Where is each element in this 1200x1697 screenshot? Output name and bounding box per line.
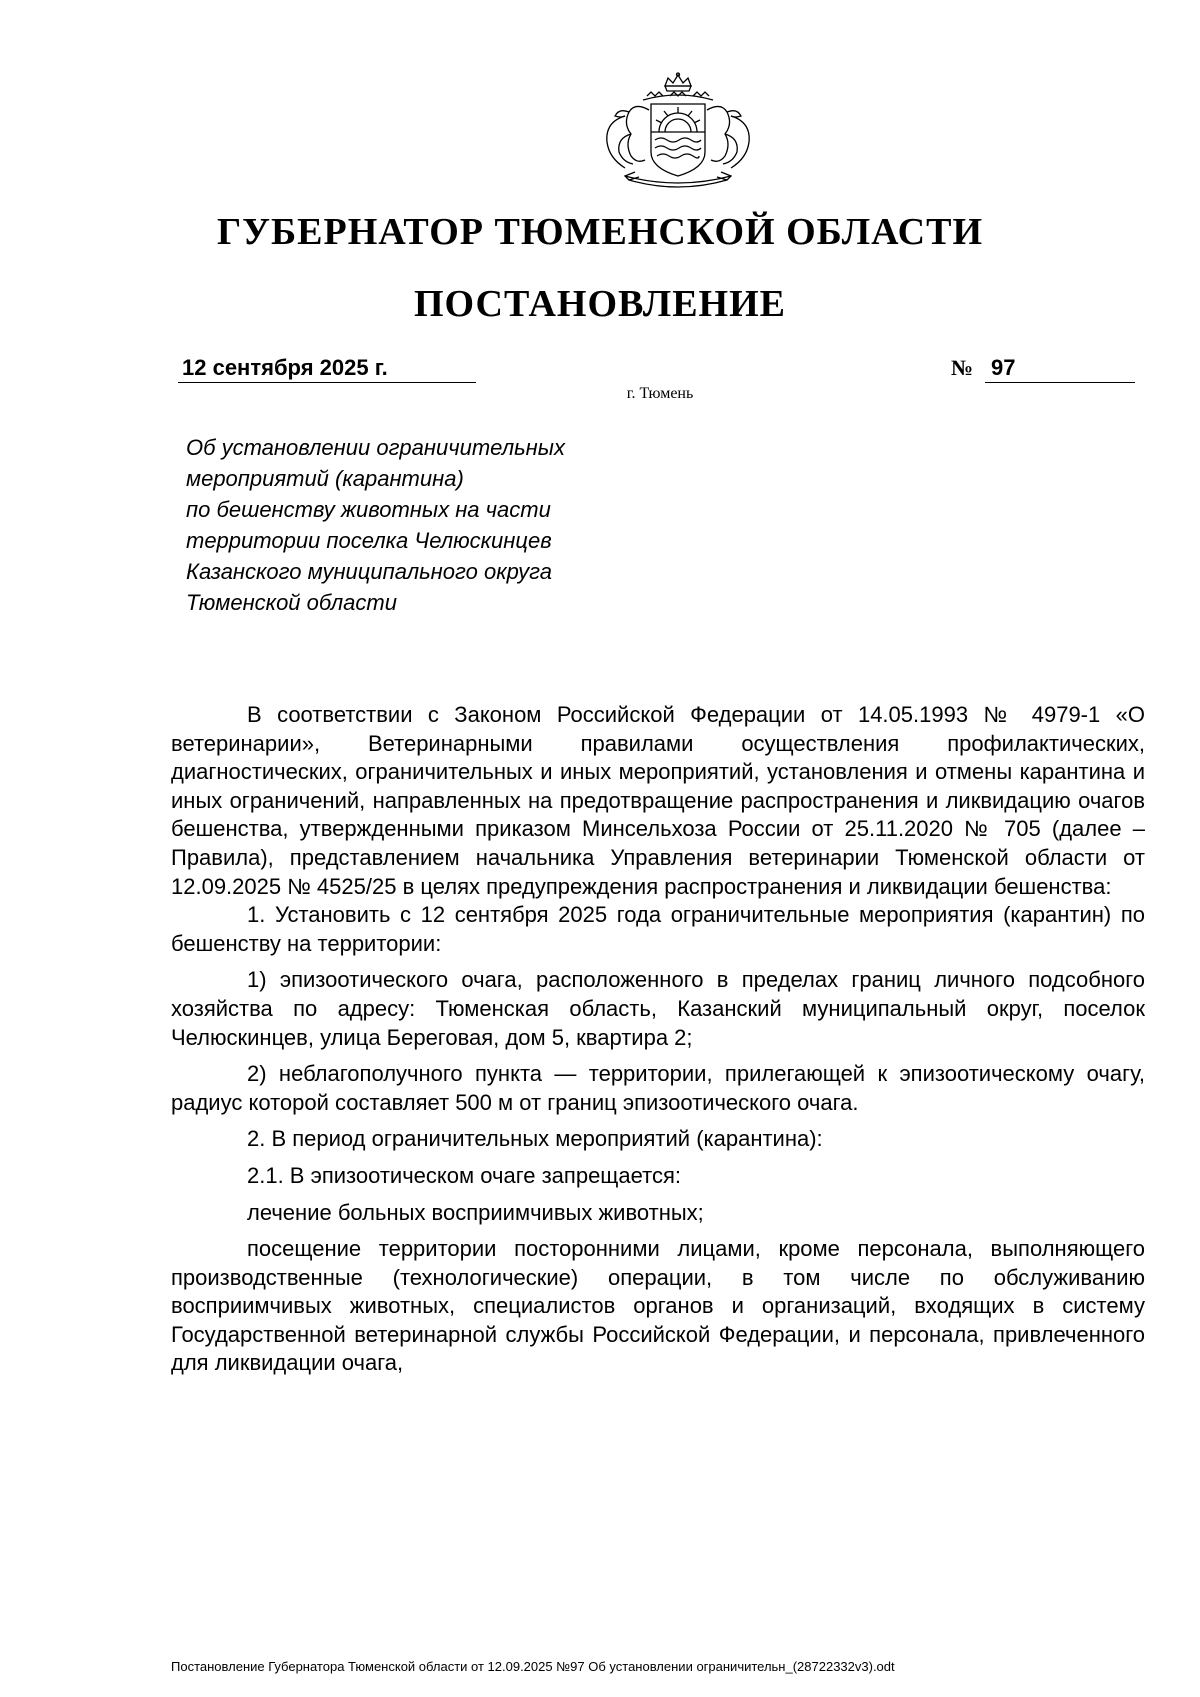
document-subject <box>186 432 706 618</box>
subject-line: Об установлении ограничительных <box>186 435 565 460</box>
subject-line: мероприятий (карантина) <box>186 466 464 491</box>
clause-1-item-2: 2) неблагополучного пункта — территории, прилегающей к эпизоотическому очагу, радиус которой составляет 500 м от границ эпизоотического очага. <box>171 1061 1145 1115</box>
clause-1-item-1: 1) эпизоотического очага, расположенного в пределах границ личного подсобного хозяйства по адресу: Тюменская область, Казанский муниципальный округ, поселок Челюскинцев, улица Береговая, дом 5, квартира 2; <box>171 967 1145 1050</box>
subject-line: Казанского муниципального округа <box>186 559 552 584</box>
number-label: № <box>951 355 974 380</box>
document-type: ПОСТАНОВЛЕНИЕ <box>413 283 787 325</box>
document-body <box>171 701 1145 1378</box>
preamble-paragraph: В соответствии с Законом Российской Федерации от 14.05.1993 № 4979-1 «О ветеринарии», Ветеринарными правилами осуществления профилактических, диагностических, ограничительных и иных мероприятий, установления и отмены карантина и иных ограничений, направленных на предотвращение распространения и ликвидацию очагов бешенства, утвержденными приказом Минсельхоза России от 25.11.2020 № 705 (далее – Правила), представлением начальника Управления ветеринарии Тюменской области от 12.09.2025 № 4525/25 в целях предупреждения распространения и ликвидации бешенства: <box>171 702 1145 899</box>
clause-2: 2. В период ограничительных мероприятий (карантина): <box>247 1126 823 1152</box>
tyumen-region-coat-of-arms-logo <box>595 72 761 190</box>
subject-line: Тюменской области <box>186 590 397 615</box>
restriction-item: лечение больных восприимчивых животных; <box>247 1199 704 1225</box>
document-date: 12 сентября 2025 г. <box>178 355 476 383</box>
subject-line: по бешенству животных на части <box>186 497 551 522</box>
clause-2-1: 2.1. В эпизоотическом очаге запрещается: <box>247 1162 681 1188</box>
restriction-item: посещение территории посторонними лицами, кроме персонала, выполняющего производственные (технологические) операции, в том числе по обслуживанию восприимчивых животных, специалистов органов и организаций, входящих в систему Государственной ветеринарной службы Российской Федерации, и персонала, привлеченного для ликвидации очага, <box>171 1236 1145 1376</box>
subject-line: территории поселка Челюскинцев <box>186 528 552 553</box>
clause-1: 1. Установить с 12 сентября 2025 года ограничительные мероприятия (карантин) по бешенству на территории: <box>171 902 1145 956</box>
issue-city: г. Тюмень <box>626 385 694 402</box>
document-number: 97 <box>985 355 1135 383</box>
issuing-authority: ГУБЕРНАТОР ТЮМЕНСКОЙ ОБЛАСТИ <box>216 211 984 253</box>
document-footer-filename: Постановление Губернатора Тюменской области от 12.09.2025 №97 Об установлении ограничительн_(28722332v3).odt <box>171 1659 895 1674</box>
